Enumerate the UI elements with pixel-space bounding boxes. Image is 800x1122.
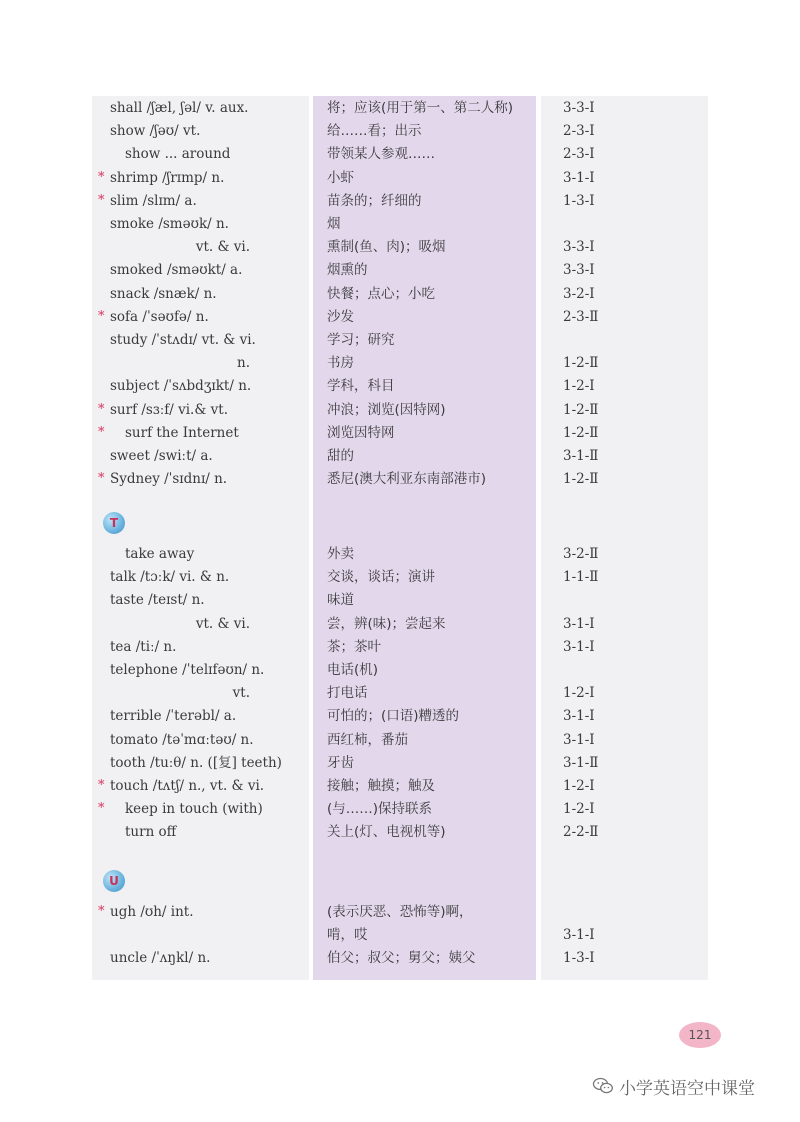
headword: surf /sɜːf/ vi.& vt.: [110, 401, 228, 418]
part-of-speech: vt. & vi.: [195, 239, 250, 256]
chinese-meaning: 尝，辨(味)；尝起来: [327, 615, 446, 632]
glossary-entry: [0, 167, 800, 190]
chinese-meaning: 甜的: [327, 448, 354, 464]
glossary-entry: [0, 543, 800, 566]
headword: smoke /sməʊk/ n.: [110, 216, 229, 232]
star-marker: *: [98, 778, 105, 793]
headword: talk /tɔːk/ vi. & n.: [110, 569, 230, 586]
unit-reference: 3-2-Ⅰ: [563, 285, 595, 302]
page-number: 121: [679, 1022, 721, 1048]
unit-reference: 1-3-Ⅰ: [563, 950, 595, 967]
headword: taste /teɪst/ n.: [110, 592, 205, 609]
headword: show /ʃəʊ/ vt.: [110, 123, 201, 140]
chinese-meaning: 将；应该(用于第一、第二人称): [327, 100, 514, 116]
part-of-speech: n.: [237, 355, 250, 372]
phrase-entry: keep in touch (with): [125, 801, 263, 818]
unit-reference: 3-1-Ⅱ: [563, 754, 599, 771]
chinese-meaning: 啃，哎: [327, 927, 368, 944]
headword: touch /tʌtʃ/ n., vt. & vi.: [110, 778, 265, 794]
wechat-icon: [592, 1076, 614, 1096]
phrase-entry: show ... around: [125, 146, 231, 163]
part-of-speech: vt. & vi.: [195, 615, 250, 632]
glossary-entry: [0, 283, 800, 306]
unit-reference: 2-3-Ⅰ: [563, 146, 595, 163]
glossary-entry: [0, 445, 800, 468]
star-marker: *: [98, 308, 105, 324]
unit-reference: 1-2-Ⅱ: [563, 471, 599, 488]
chinese-meaning: 学科，科目: [327, 378, 395, 395]
unit-reference: 3-3-Ⅰ: [563, 262, 595, 279]
watermark-text: 小学英语空中课堂: [619, 1078, 755, 1099]
glossary-entry: [0, 705, 800, 728]
glossary-entry: [0, 352, 800, 375]
glossary-entry: [0, 422, 800, 445]
unit-reference: 2-3-Ⅱ: [563, 308, 599, 325]
glossary-entry: [0, 566, 800, 589]
glossary-entry: [0, 143, 800, 166]
star-marker: *: [98, 471, 105, 487]
glossary-entry: [0, 259, 800, 282]
chinese-meaning: 关上(灯、电视机等): [327, 824, 446, 841]
unit-reference: 2-2-Ⅱ: [563, 824, 599, 841]
glossary-entry: [0, 468, 800, 491]
unit-reference: 1-2-Ⅰ: [563, 378, 595, 395]
headword: sofa /ˈsəʊfə/ n.: [110, 308, 209, 325]
chinese-meaning: 沙发: [327, 308, 354, 325]
unit-reference: 3-3-Ⅰ: [563, 100, 595, 116]
watermark: [592, 1073, 792, 1099]
glossary-entry: [0, 190, 800, 213]
headword: tooth /tuːθ/ n. ([复] teeth): [110, 754, 282, 771]
star-marker: *: [98, 192, 105, 208]
glossary-entry: [0, 589, 800, 612]
unit-reference: 1-2-Ⅰ: [563, 685, 595, 702]
chinese-meaning: 冲浪；浏览(因特网): [327, 401, 446, 418]
unit-reference: 3-1-Ⅰ: [563, 927, 595, 944]
glossary-entry: [0, 947, 800, 970]
chinese-meaning: 电话(机): [327, 662, 379, 678]
unit-reference: 2-3-Ⅰ: [563, 123, 595, 140]
chinese-meaning: 小虾: [327, 169, 354, 186]
glossary-entry: [0, 729, 800, 752]
headword: slim /slɪm/ a.: [110, 192, 197, 209]
phrase-entry: take away: [125, 546, 195, 562]
headword: subject /ˈsʌbdʒɪkt/ n.: [110, 378, 252, 395]
glossary-entry: [0, 682, 800, 705]
chinese-meaning: 浏览因特网: [327, 424, 395, 441]
headword: sweet /swiːt/ a.: [110, 448, 213, 464]
chinese-meaning: 接触；触摸；触及: [327, 778, 435, 794]
chinese-meaning: 茶；茶叶: [327, 638, 381, 655]
section-letter-u-badge: U: [103, 870, 125, 892]
glossary-entry: [0, 636, 800, 659]
chinese-meaning: 悉尼(澳大利亚东南部港市): [327, 471, 487, 488]
chinese-meaning: 熏制(鱼、肉)；吸烟: [327, 239, 446, 256]
unit-reference: 1-1-Ⅱ: [563, 569, 599, 586]
chinese-meaning: 西红柿，番茄: [327, 731, 408, 748]
section-letter-t-badge: T: [103, 512, 125, 534]
chinese-meaning: 伯父；叔父；舅父；姨父: [327, 950, 476, 967]
headword: Sydney /ˈsɪdnɪ/ n.: [110, 471, 228, 488]
headword: ugh /ʊh/ int.: [110, 904, 194, 920]
chinese-meaning: 学习；研究: [327, 332, 395, 348]
unit-reference: 3-1-Ⅰ: [563, 638, 595, 655]
glossary-entry: [0, 752, 800, 775]
unit-reference: 3-2-Ⅱ: [563, 546, 599, 562]
glossary-entry: [0, 306, 800, 329]
chinese-meaning: 快餐；点心；小吃: [327, 285, 435, 302]
headword: shrimp /ʃrɪmp/ n.: [110, 169, 225, 186]
chinese-meaning: 给……看；出示: [327, 123, 422, 140]
unit-reference: 3-1-Ⅱ: [563, 448, 599, 464]
unit-reference: 3-3-Ⅰ: [563, 239, 595, 256]
unit-reference: 1-2-Ⅱ: [563, 401, 599, 418]
star-marker: *: [98, 904, 105, 919]
part-of-speech: vt.: [232, 685, 250, 702]
chinese-meaning: 烟熏的: [327, 262, 368, 279]
headword: tea /tiː/ n.: [110, 638, 177, 655]
star-marker: *: [98, 424, 105, 440]
headword: snack /snæk/ n.: [110, 285, 217, 302]
glossary-entry: [0, 659, 800, 682]
chinese-meaning: 牙齿: [327, 754, 354, 771]
glossary-entry: [0, 399, 800, 422]
chinese-meaning: 外卖: [327, 546, 354, 562]
unit-reference: 1-2-Ⅱ: [563, 424, 599, 441]
unit-reference: 1-2-Ⅱ: [563, 355, 599, 372]
headword: telephone /ˈtelɪfəʊn/ n.: [110, 662, 265, 678]
chinese-meaning: (表示厌恶、恐怖等)啊，: [327, 904, 473, 920]
unit-reference: 3-1-Ⅰ: [563, 169, 595, 186]
unit-reference: 3-1-Ⅰ: [563, 731, 595, 748]
chinese-meaning: 苗条的；纤细的: [327, 192, 422, 209]
star-marker: *: [98, 801, 105, 817]
glossary-entry: [0, 375, 800, 398]
glossary-entry: [0, 213, 800, 236]
headword: uncle /ˈʌŋkl/ n.: [110, 950, 211, 967]
headword: study /ˈstʌdɪ/ vt. & vi.: [110, 332, 256, 348]
chinese-meaning: (与……)保持联系: [327, 801, 433, 818]
chinese-meaning: 味道: [327, 592, 354, 609]
chinese-meaning: 烟: [327, 216, 341, 232]
glossary-entry: [0, 821, 800, 844]
glossary-entry: [0, 798, 800, 821]
chinese-meaning: 书房: [327, 355, 354, 372]
glossary-entry: [0, 236, 800, 259]
star-marker: *: [98, 401, 105, 417]
chinese-meaning: 可怕的；(口语)糟透的: [327, 708, 460, 725]
headword: terrible /ˈterəbl/ a.: [110, 708, 237, 725]
headword: smoked /sməʊkt/ a.: [110, 262, 243, 279]
unit-reference: 3-1-Ⅰ: [563, 615, 595, 632]
chinese-meaning: 交谈，谈话；演讲: [327, 569, 435, 586]
headword: shall /ʃæl, ʃəl/ v. aux.: [110, 100, 249, 116]
glossary-entry: [0, 329, 800, 352]
unit-reference: 1-2-Ⅰ: [563, 778, 595, 794]
unit-reference: 1-2-Ⅰ: [563, 801, 595, 818]
phrase-entry: turn off: [125, 824, 177, 841]
chinese-meaning: 打电话: [327, 685, 368, 702]
unit-reference: 1-3-Ⅰ: [563, 192, 595, 209]
glossary-entry: [0, 97, 800, 120]
glossary-entry: [0, 775, 800, 798]
unit-reference: 3-1-Ⅰ: [563, 708, 595, 725]
glossary-entry: [0, 120, 800, 143]
glossary-entry: [0, 924, 800, 947]
headword: tomato /təˈmɑːtəʊ/ n.: [110, 731, 254, 748]
phrase-entry: surf the Internet: [125, 424, 239, 441]
star-marker: *: [98, 169, 105, 185]
glossary-entry: [0, 901, 800, 924]
chinese-meaning: 带领某人参观……: [327, 146, 435, 163]
glossary-entry: [0, 613, 800, 636]
